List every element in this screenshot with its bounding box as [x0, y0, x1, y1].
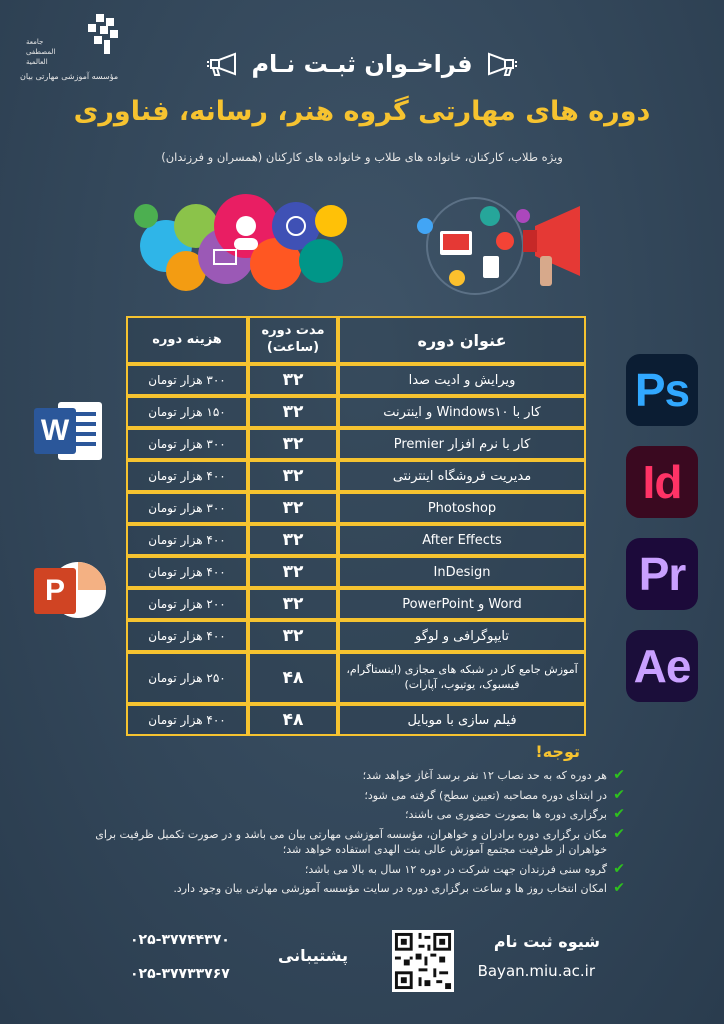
course-title: Word و PowerPoint [338, 588, 586, 620]
course-title: InDesign [338, 556, 586, 588]
course-title: مدیریت فروشگاه اینترنتی [338, 460, 586, 492]
header-duration: مدت دوره (ساعت) [248, 316, 338, 364]
audience-subtitle: ویژه طلاب، کارکنان، خانواده های طلاب و خانواده های کارکنان (همسران و فرزندان) [161, 150, 563, 164]
table-row [126, 364, 586, 396]
course-duration: ۳۲ [248, 396, 338, 428]
institution-logo [20, 14, 140, 86]
signup-title: شیوه ثبت نام [493, 932, 600, 951]
note-item [60, 862, 625, 878]
course-duration: ۴۸ [248, 652, 338, 704]
qr-code-icon[interactable] [392, 930, 454, 992]
course-cost: ۳۰۰ هزار تومان [126, 492, 248, 524]
support-phone[interactable]: ۰۲۵-۳۷۷۴۴۳۷۰ [130, 932, 230, 948]
course-title: After Effects [338, 524, 586, 556]
note-item [60, 768, 625, 784]
table-row [126, 428, 586, 460]
indesign-icon: Id [626, 446, 698, 518]
check-icon: ✔ [613, 806, 625, 822]
course-duration: ۳۲ [248, 428, 338, 460]
table-row [126, 524, 586, 556]
social-media-bubbles-illustration [126, 186, 356, 302]
digital-marketing-illustration [395, 186, 590, 302]
support-label: پشتیبانی [277, 946, 349, 965]
logo-institute-name: مؤسسه آموزشی مهارتی بیان [20, 72, 119, 81]
course-cost: ۴۰۰ هزار تومان [126, 704, 248, 736]
table-row [126, 704, 586, 736]
check-icon: ✔ [613, 786, 625, 803]
note-text: هر دوره که به حد نصاب ۱۲ نفر برسد آغاز خواهد شد؛ [362, 769, 607, 782]
photoshop-icon: Ps [626, 354, 698, 426]
notes-title: توجه! [535, 742, 580, 761]
course-duration: ۳۲ [248, 492, 338, 524]
table-row [126, 620, 586, 652]
course-title: ویرایش و ادیت صدا [338, 364, 586, 396]
course-cost: ۳۰۰ هزار تومان [126, 428, 248, 460]
note-text: در ابتدای دوره مصاحبه (تعیین سطح) گرفته می شود؛ [364, 788, 607, 802]
course-duration: ۳۲ [248, 460, 338, 492]
after-effects-icon: Ae [626, 630, 698, 702]
course-cost: ۴۰۰ هزار تومان [126, 620, 248, 652]
header-cost: هزینه دوره [126, 316, 248, 364]
check-icon: ✔ [613, 880, 625, 896]
note-item [60, 807, 625, 823]
logo-text-line: المصطفى [26, 48, 56, 56]
registration-header [190, 44, 534, 84]
registration-title: فراخـوان ثبـت نـام [251, 50, 473, 78]
course-duration: ۳۲ [248, 524, 338, 556]
note-text: برگزاری دوره ها بصورت حضوری می باشند؛ [404, 808, 607, 821]
table-row [126, 652, 586, 704]
check-icon: ✔ [613, 825, 625, 842]
course-cost: ۳۰۰ هزار تومان [126, 364, 248, 396]
note-text: امکان انتخاب روز ها و ساعت برگزاری دوره در سایت مؤسسه آموزشی مهارتی بیان وجود دارد. [173, 882, 607, 895]
powerpoint-icon [32, 556, 106, 624]
course-duration: ۳۲ [248, 588, 338, 620]
course-title: تایپوگرافی و لوگو [338, 620, 586, 652]
course-cost: ۴۰۰ هزار تومان [126, 524, 248, 556]
signup-url-link[interactable]: Bayan.miu.ac.ir [477, 962, 595, 980]
megaphone-icon [485, 50, 519, 78]
course-title: آموزش جامع کار در شبکه های مجازی (اینستاگرام، فیسبوک، یوتیوب، آپارات) [338, 652, 586, 704]
course-duration: ۴۸ [248, 704, 338, 736]
table-header-row [126, 316, 586, 364]
premiere-icon: Pr [626, 538, 698, 610]
course-duration: ۳۲ [248, 620, 338, 652]
course-duration: ۳۲ [248, 556, 338, 588]
course-cost: ۴۰۰ هزار تومان [126, 556, 248, 588]
table-row [126, 492, 586, 524]
note-text: مکان برگزاری دوره برادران و خواهران، مؤسسه آموزشی مهارتی بیان می باشد و در صورت تکمیل ظرفیت برای خواهران از ظرفیت مجتمع آموزش عالی بنت الهدی استفاده خواهد شد؛ [95, 827, 607, 856]
check-icon: ✔ [613, 860, 625, 877]
course-cost: ۲۵۰ هزار تومان [126, 652, 248, 704]
page-title: دوره های مهارتی گروه هنر، رسانه، فناوری [73, 96, 651, 127]
header-title: عنوان دوره [338, 316, 586, 364]
powerpoint-letter: P [44, 574, 65, 607]
course-cost: ۲۰۰ هزار تومان [126, 588, 248, 620]
table-row [126, 588, 586, 620]
course-title: کار با نرم افزار Premier [338, 428, 586, 460]
note-item [60, 827, 625, 858]
note-text: گروه سنی فرزندان جهت شرکت در دوره ۱۲ سال به بالا می باشد؛ [304, 862, 607, 876]
table-row [126, 396, 586, 428]
check-icon: ✔ [613, 767, 625, 783]
course-duration: ۳۲ [248, 364, 338, 396]
note-item [60, 788, 625, 804]
course-title: فیلم سازی با موبایل [338, 704, 586, 736]
course-table [126, 316, 586, 734]
word-icon [32, 398, 106, 464]
course-title: Photoshop [338, 492, 586, 524]
logo-mark-icon [86, 14, 120, 54]
note-item [60, 881, 625, 897]
megaphone-icon [205, 50, 239, 78]
support-phone[interactable]: ۰۲۵-۳۷۷۳۳۷۶۷ [130, 966, 230, 982]
word-letter: W [40, 414, 70, 447]
table-row [126, 556, 586, 588]
course-title: کار با Windows۱۰ و اینترنت [338, 396, 586, 428]
logo-text-line: العالمية [26, 58, 48, 66]
logo-text-line: جامعة [26, 38, 44, 46]
course-cost: ۴۰۰ هزار تومان [126, 460, 248, 492]
course-cost: ۱۵۰ هزار تومان [126, 396, 248, 428]
notes-list [60, 768, 625, 901]
table-row [126, 460, 586, 492]
